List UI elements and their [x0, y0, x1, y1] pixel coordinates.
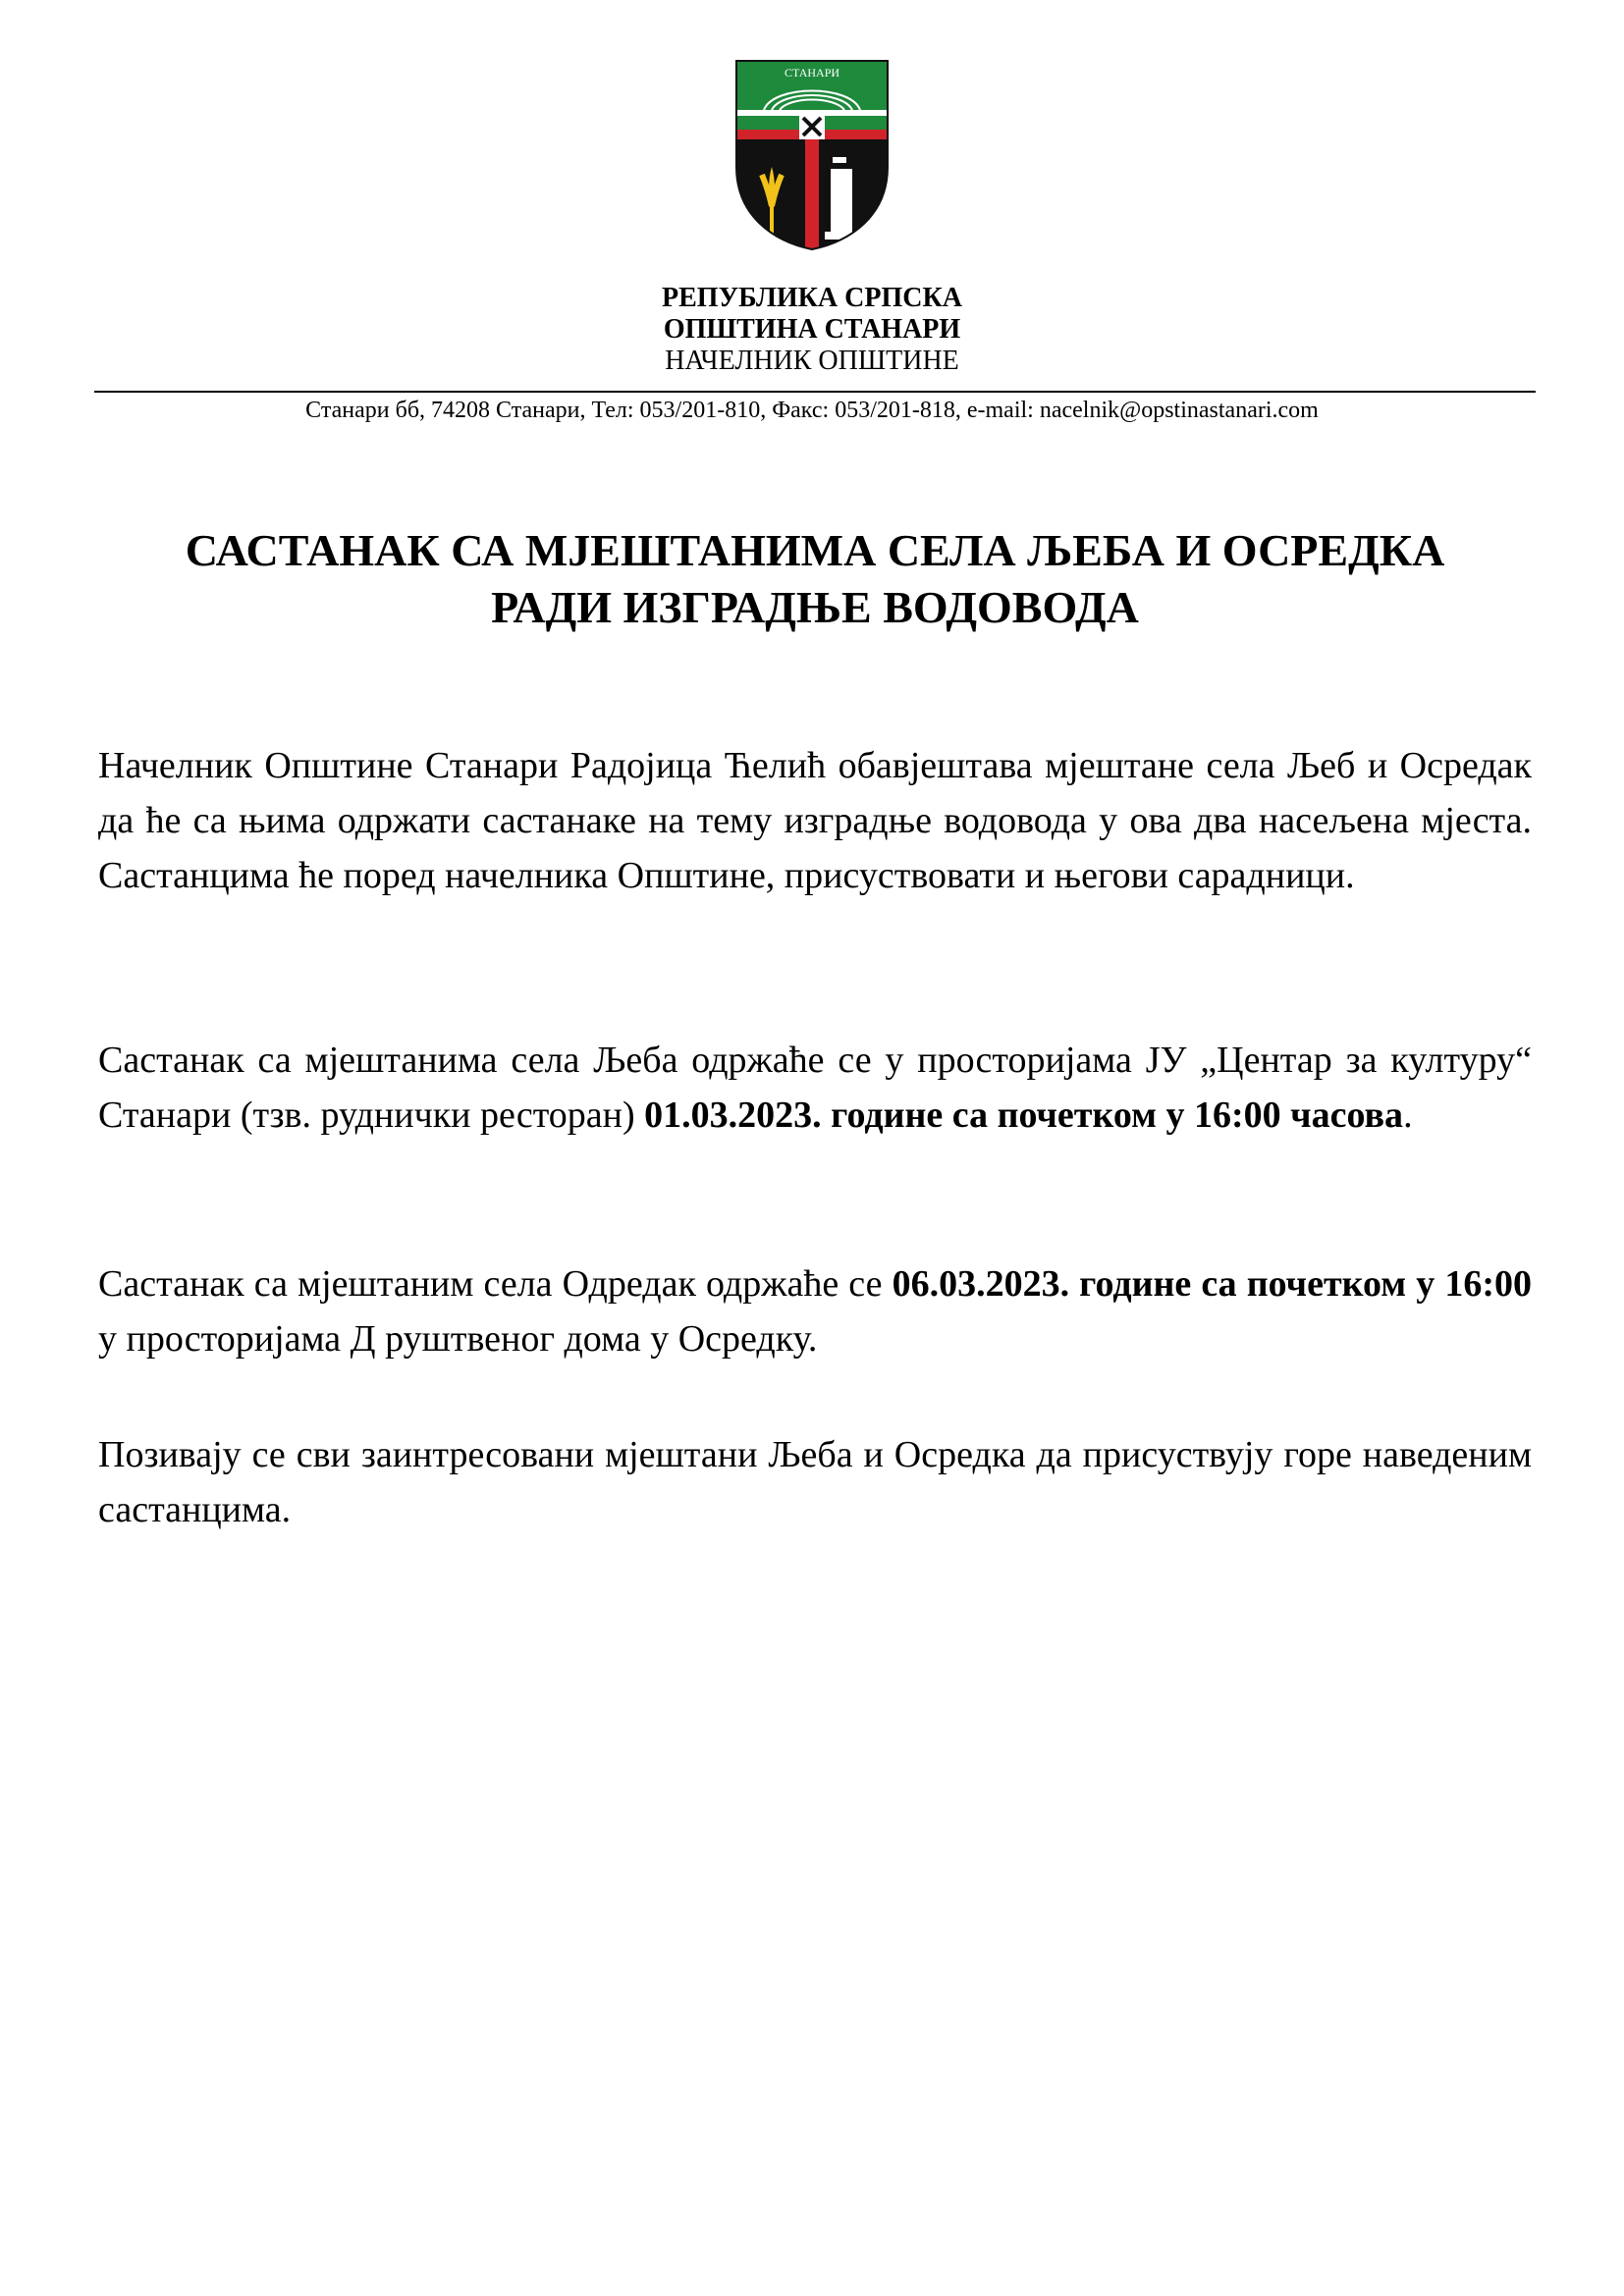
p2-text: Састанак са мјештанима села Љеба одржаће се у просторијама ЈУ „Центар за културу“ Станари (тзв. руднички ресторан)	[98, 1040, 1532, 1136]
title-line-1: САСТАНАК СА МЈЕШТАНИМА СЕЛА ЉЕБА И ОСРЕДКА	[185, 525, 1445, 575]
municipality-coat-of-arms	[734, 59, 890, 251]
p2-end: .	[1403, 1095, 1413, 1136]
logo-label: СТАНАРИ	[784, 66, 840, 80]
paragraph-osredak-meeting	[98, 1256, 1532, 1366]
republic-name: РЕПУБЛИКА СРПСКА	[662, 283, 962, 313]
p3-end: у просторијама Д руштвеног дома у Осредку.	[98, 1318, 818, 1360]
contact-info: Станари бб, 74208 Станари, Тел: 053/201-810, Факс: 053/201-818, e-mail: nacelnik@opstinastanari.com	[305, 398, 1319, 423]
paragraph-announcement: Начелник Општине Станари Радојица Ћелић обавјештава мјештане села Љеб и Осредак да ће са њима одржати састанаке на тему изградње водовода у ова два насељена мјеста. Састанцима ће поред начелника Општине, присуствовати и његови сарадници.	[98, 745, 1532, 896]
p3-text: Састанак са мјештаним села Одредак одржаће се	[98, 1263, 893, 1305]
title-line-2: РАДИ ИЗГРАДЊЕ ВОДОВОДА	[491, 582, 1139, 632]
office-name: НАЧЕЛНИК ОПШТИНЕ	[665, 346, 959, 376]
municipality-name: ОПШТИНА СТАНАРИ	[663, 314, 961, 345]
paragraph-ljeb-meeting	[98, 1033, 1532, 1143]
paragraph-invitation: Позивају се сви заинтресовани мјештани Љеба и Осредка да присуствују горе наведеним састанцима.	[98, 1434, 1532, 1530]
p3-date-time: 06.03.2023. године са почетком у 16:00	[892, 1263, 1532, 1305]
header-divider	[94, 391, 1536, 393]
p2-date-time: 01.03.2023. године са почетком у 16:00 часова	[644, 1095, 1404, 1136]
document-title	[98, 522, 1532, 636]
letterhead	[0, 283, 1624, 377]
